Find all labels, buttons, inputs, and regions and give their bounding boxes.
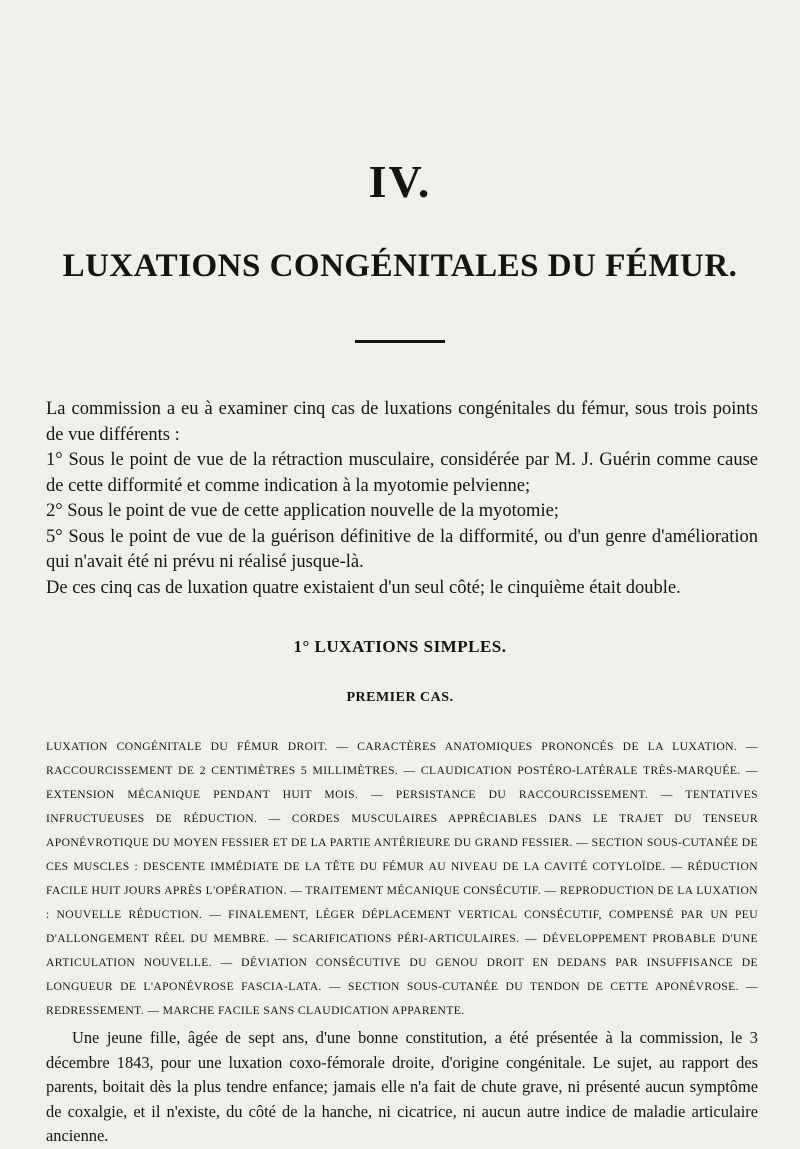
- intro-item: 2° Sous le point de vue de cette application nouvelle de la myotomie;: [46, 501, 559, 521]
- case-body-paragraph: Une jeune fille, âgée de sept ans, d'une bonne constitution, a été présentée à la commission, le 3 décembre 1843, pour une luxation coxo-fémorale droite, d'origine congénitale. Le sujet, au rapport des parents, boitait dès la plus tendre enfance; jamais elle n'a fait de chute grave, ni présenté aucun symptôme de coxalgie, et il n'existe, du côté de la hanche, ni cicatrice, ni aucun autre indice de maladie articulaire ancienne.: [46, 1028, 758, 1145]
- intro-lead: La commission a eu à examiner cinq cas de luxations congénitales du fémur, sous trois points de vue différents :: [46, 399, 758, 445]
- section-heading: 1° LUXATIONS SIMPLES.: [293, 637, 507, 656]
- case-heading: PREMIER CAS.: [346, 690, 454, 705]
- intro-item: 5° Sous le point de vue de la guérison définitive de la difformité, ou d'un genre d'amélioration qui n'avait été ni prévu ni réalisé jusque-là.: [46, 526, 758, 572]
- chapter-title: LUXATIONS CONGÉNITALES DU FÉMUR.: [62, 248, 738, 284]
- case-summary: LUXATION CONGÉNITALE DU FÉMUR DROIT. — CARACTÈRES ANATOMIQUES PRONONCÉS DE LA LUXATION. — RACCOURCISSEMENT DE 2 CENTIMÈTRES 5 MILLIMÈTRES. — CLAUDICATION POSTÉRO-LATÉRALE TRÈS-MARQUÉE. — EXTENSION MÉCANIQUE PENDANT HUIT MOIS. — PERSISTANCE DU RACCOURCISSEMENT. — TENTATIVES INFRUCTUEUSES DE RÉDUCTION. — CORDES MUSCULAIRES APPRÉCIABLES DANS LE TRAJET DU TENSEUR APONÉVROTIQUE DU MOYEN FESSIER ET DE LA PARTIE ANTÉRIEURE DU GRAND FESSIER. — SECTION SOUS-CUTANÉE DE CES MUSCLES : DESCENTE IMMÉDIATE DE LA TÊTE DU FÉMUR AU NIVEAU DE LA CAVITÉ COTYLOÏDE. — RÉDUCTION FACILE HUIT JOURS APRÈS L'OPÉRATION. — TRAITEMENT MÉCANIQUE CONSÉCUTIF. — REPRODUCTION DE LA LUXATION : NOUVELLE RÉDUCTION. — FINALEMENT, LÉGER DÉPLACEMENT VERTICAL CONSÉCUTIF, COMPENSÉ PAR UN PEU D'ALLONGEMENT RÉEL DU MEMBRE. — SCARIFICATIONS PÉRI-ARTICULAIRES. — DÉVELOPPEMENT PROBABLE D'UNE ARTICULATION NOUVELLE. — DÉVIATION CONSÉCUTIVE DU GENOU DROIT EN DEDANS PAR INSUFFISANCE DE LONGUEUR DE L'APONÉVROSE FASCIA-LATA. — SECTION SOUS-CUTANÉE DU TENDON DE CETTE APONÉVROSE. — REDRESSEMENT. — MARCHE FACILE SANS CLAUDICATION APPARENTE.: [46, 740, 758, 1017]
- title-divider: [355, 340, 445, 343]
- intro-item: 1° Sous le point de vue de la rétraction musculaire, considérée par M. J. Guérin comme cause de cette difformité et comme indication à la myotomie pelvienne;: [46, 450, 758, 496]
- intro-closing: De ces cinq cas de luxation quatre existaient d'un seul côté; le cinquième était double.: [46, 577, 681, 598]
- intro-block: [46, 397, 758, 601]
- chapter-number: IV.: [368, 156, 432, 207]
